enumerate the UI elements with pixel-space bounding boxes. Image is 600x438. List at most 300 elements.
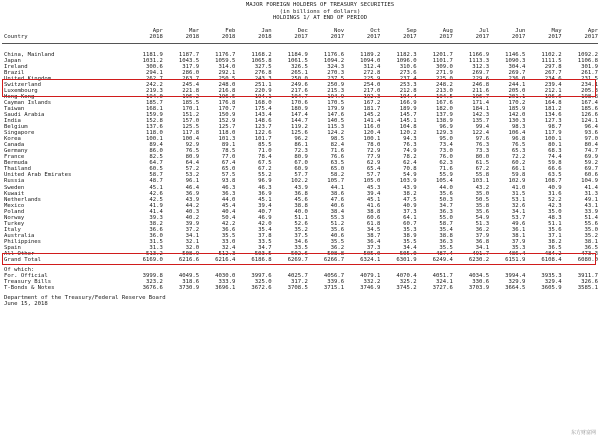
holding-value: 62.4 bbox=[403, 160, 417, 167]
holding-value: 57.2 bbox=[185, 166, 200, 173]
holding-value: 176.8 bbox=[218, 99, 236, 106]
holding-value: 170.6 bbox=[291, 99, 308, 106]
holding-value: 36.6 bbox=[149, 226, 163, 233]
holding-value: 45.6 bbox=[294, 196, 308, 203]
holding-value: 36.2 bbox=[475, 226, 490, 233]
holding-value: 3672.6 bbox=[251, 285, 272, 292]
holding-value: 48.3 bbox=[548, 214, 562, 221]
holding-value: 168.0 bbox=[254, 99, 272, 106]
holding-value: 74.4 bbox=[548, 154, 562, 161]
holding-value: 145.7 bbox=[399, 111, 417, 118]
holding-value: 50.5 bbox=[475, 196, 490, 203]
holding-value: 105.4 bbox=[436, 178, 453, 185]
year-header: 2018 bbox=[258, 34, 272, 40]
holding-value: 254.0 bbox=[363, 81, 381, 88]
holding-value: 170.2 bbox=[508, 99, 526, 106]
holding-value: 37.9 bbox=[511, 238, 526, 245]
holding-value: 31.6 bbox=[548, 190, 562, 197]
holding-value: 271.9 bbox=[436, 69, 453, 76]
holding-value: 6108.4 bbox=[541, 257, 562, 264]
holding-value: 43.9 bbox=[403, 184, 417, 191]
of-which-label: Of which: bbox=[4, 267, 35, 274]
holding-value: 135.7 bbox=[472, 118, 490, 125]
holding-value: 32.0 bbox=[185, 245, 200, 251]
holding-value: 196.5 bbox=[218, 93, 236, 100]
holding-value: 147.6 bbox=[327, 111, 345, 118]
holding-value: 505.0 bbox=[363, 251, 381, 258]
holding-value: 253.3 bbox=[399, 81, 417, 88]
watermark-logo: 东方财富网 bbox=[570, 430, 596, 436]
release-date: June 15, 2018 bbox=[4, 301, 48, 308]
holding-value: 32.1 bbox=[185, 238, 200, 245]
holding-value: 62.3 bbox=[439, 160, 453, 167]
holding-value: 43.2 bbox=[475, 184, 490, 191]
holding-value: 36.2 bbox=[330, 245, 345, 251]
holding-value: 508.8 bbox=[327, 251, 345, 258]
holding-value: 167.6 bbox=[436, 99, 453, 106]
holding-value: 44.1 bbox=[330, 184, 345, 191]
holding-value: 106.4 bbox=[508, 130, 526, 137]
country-name: Poland bbox=[4, 208, 25, 215]
year-header: 2017 bbox=[403, 34, 417, 40]
holding-value: 67.2 bbox=[258, 166, 272, 173]
holding-value: 71.6 bbox=[439, 166, 453, 173]
holding-value: 80.4 bbox=[584, 142, 598, 149]
holding-value: 217.0 bbox=[363, 87, 381, 94]
holding-value: 6266.7 bbox=[323, 257, 345, 264]
holding-value: 53.1 bbox=[511, 196, 526, 203]
holding-value: 6080.0 bbox=[577, 257, 598, 264]
holding-value: 45.1 bbox=[366, 196, 381, 203]
holding-value: 80.0 bbox=[475, 154, 490, 161]
holding-value: 4079.1 bbox=[360, 273, 381, 280]
holding-value: 3997.6 bbox=[251, 273, 272, 280]
holding-value: 50.3 bbox=[439, 196, 453, 203]
holding-value: 1168.2 bbox=[251, 51, 272, 58]
holding-value: 40.4 bbox=[221, 208, 236, 215]
holding-value: 35.6 bbox=[475, 208, 490, 215]
year-header: 2017 bbox=[475, 34, 490, 40]
holding-value: 36.4 bbox=[366, 238, 381, 245]
holding-value: 1189.2 bbox=[360, 51, 381, 58]
country-name: Kuwait bbox=[4, 190, 25, 197]
holding-value: 234.6 bbox=[544, 75, 562, 82]
holding-value: 63.5 bbox=[548, 172, 562, 179]
holding-value: 74.9 bbox=[403, 148, 417, 155]
holding-value: 40.0 bbox=[294, 208, 308, 215]
holding-value: 324.1 bbox=[436, 279, 453, 286]
holding-value: 70.8 bbox=[403, 166, 417, 173]
holding-value: 51.3 bbox=[475, 220, 490, 227]
holding-value: 138.9 bbox=[436, 118, 453, 125]
holding-value: 1043.5 bbox=[178, 57, 200, 64]
country-name: Taiwan bbox=[4, 105, 25, 112]
holding-value: 3708.5 bbox=[287, 285, 308, 292]
month-header: Nov bbox=[334, 27, 345, 34]
holding-value: 36.1 bbox=[511, 226, 526, 233]
holding-value: 317.9 bbox=[182, 63, 200, 70]
holding-value: 63.5 bbox=[330, 160, 345, 167]
holding-value: 4070.4 bbox=[396, 273, 417, 280]
holding-value: 35.0 bbox=[548, 208, 562, 215]
holding-value: 33.5 bbox=[294, 245, 308, 251]
holding-value: 36.5 bbox=[548, 245, 562, 251]
holding-value: 134.6 bbox=[544, 111, 562, 118]
holding-value: 35.2 bbox=[584, 232, 598, 239]
holding-value: 58.7 bbox=[439, 220, 453, 227]
holding-value: 1059.5 bbox=[215, 57, 236, 64]
country-name: Singapore bbox=[4, 130, 35, 137]
holding-value: 51.1 bbox=[294, 214, 308, 221]
holding-value: 123.7 bbox=[254, 124, 272, 131]
holding-value: 52.6 bbox=[294, 220, 308, 227]
holding-value: 55.8 bbox=[475, 172, 490, 179]
holding-value: 4051.7 bbox=[432, 273, 453, 280]
holding-value: 145.1 bbox=[399, 118, 417, 125]
country-name: Germany bbox=[4, 148, 28, 155]
holding-value: 36.5 bbox=[584, 245, 598, 251]
holding-value: 47.6 bbox=[330, 196, 345, 203]
holding-value: 194.7 bbox=[291, 93, 308, 100]
holding-value: 1146.5 bbox=[505, 51, 526, 58]
holding-value: 54.9 bbox=[403, 172, 417, 179]
holding-value: 69.9 bbox=[584, 154, 598, 161]
holding-value: 46.3 bbox=[221, 184, 236, 191]
country-name: India bbox=[4, 118, 21, 125]
report-subtitle-2: HOLDINGS 1/ AT END OF PERIOD bbox=[272, 15, 368, 21]
holding-value: 6301.9 bbox=[396, 257, 417, 264]
holding-value: 96.9 bbox=[439, 124, 453, 131]
holding-value: 32.4 bbox=[221, 245, 236, 251]
holding-value: 242.2 bbox=[146, 81, 163, 88]
holding-value: 129.3 bbox=[436, 130, 453, 137]
report-subtitle: (in billions of dollars) bbox=[279, 8, 361, 15]
holding-value: 38.2 bbox=[403, 190, 417, 197]
holding-value: 220.9 bbox=[254, 87, 272, 94]
holding-value: 198.8 bbox=[581, 93, 598, 100]
holding-value: 33.9 bbox=[584, 208, 598, 215]
holding-value: 46.9 bbox=[258, 214, 272, 221]
holding-value: 55.9 bbox=[439, 172, 453, 179]
holding-value: 175.4 bbox=[254, 105, 272, 112]
month-header: Jul bbox=[479, 27, 490, 34]
holding-value: 67.2 bbox=[475, 166, 490, 173]
holding-value: 78.0 bbox=[366, 142, 381, 149]
holding-value: 64.4 bbox=[185, 160, 200, 167]
holding-value: 38.9 bbox=[403, 232, 417, 239]
holding-value: 309.0 bbox=[436, 63, 453, 70]
holding-value: 41.6 bbox=[366, 202, 381, 209]
holding-value: 194.4 bbox=[399, 93, 417, 100]
holding-value: 326.6 bbox=[581, 279, 598, 286]
holding-value: 37.9 bbox=[475, 232, 490, 239]
holding-value: 35.5 bbox=[439, 245, 453, 251]
holding-value: 152.8 bbox=[146, 118, 163, 125]
country-name: Luxembourg bbox=[4, 87, 38, 94]
holding-value: 194.0 bbox=[146, 93, 163, 100]
holding-value: 35.6 bbox=[548, 226, 562, 233]
country-name: Grand Total bbox=[4, 257, 42, 264]
holding-value: 98.3 bbox=[511, 124, 526, 131]
holding-value: 248.0 bbox=[218, 81, 236, 88]
holding-value: 164.8 bbox=[544, 99, 562, 106]
holding-value: 3935.3 bbox=[541, 273, 562, 280]
holding-value: 179.9 bbox=[327, 105, 345, 112]
month-header: Apr bbox=[152, 27, 163, 34]
holding-value: 41.4 bbox=[584, 184, 598, 191]
holding-value: 76.0 bbox=[439, 154, 453, 161]
holding-value: 65.0 bbox=[221, 166, 236, 173]
holding-value: 194.9 bbox=[327, 93, 345, 100]
holding-value: 94.3 bbox=[403, 136, 417, 143]
holding-value: 47.5 bbox=[403, 196, 417, 203]
holding-value: 34.7 bbox=[439, 202, 453, 209]
holding-value: 250.0 bbox=[291, 75, 308, 82]
holding-value: 58.2 bbox=[330, 172, 345, 179]
holding-value: 487.4 bbox=[436, 251, 453, 258]
holding-value: 219.3 bbox=[146, 87, 163, 94]
holding-value: 1187.7 bbox=[178, 51, 200, 58]
holding-value: 310.6 bbox=[399, 63, 417, 70]
country-name: Switzerland bbox=[4, 81, 42, 88]
holding-value: 125.5 bbox=[182, 124, 200, 131]
holding-value: 37.5 bbox=[294, 232, 308, 239]
holding-value: 250.9 bbox=[327, 81, 345, 88]
country-name: Norway bbox=[4, 214, 25, 221]
country-name: T-Bonds & Notes bbox=[4, 285, 55, 292]
holding-value: 36.8 bbox=[294, 190, 308, 197]
holding-value: 262.7 bbox=[146, 75, 163, 82]
holding-value: 201.1 bbox=[508, 93, 526, 100]
holding-value: 66.6 bbox=[548, 166, 562, 173]
holding-value: 35.3 bbox=[403, 226, 417, 233]
holding-value: 144.7 bbox=[291, 118, 308, 125]
holding-value: 31.5 bbox=[149, 238, 163, 245]
holding-value: 34.1 bbox=[511, 208, 526, 215]
holding-value: 66.1 bbox=[511, 166, 526, 173]
holding-value: 43.9 bbox=[185, 196, 200, 203]
holding-value: 272.8 bbox=[363, 69, 381, 76]
holding-value: 35.8 bbox=[475, 202, 490, 209]
holding-value: 72.9 bbox=[366, 148, 381, 155]
holding-value: 124.1 bbox=[581, 118, 598, 125]
holding-value: 261.7 bbox=[581, 69, 598, 76]
holding-value: 55.3 bbox=[330, 214, 345, 221]
holding-value: 1181.9 bbox=[142, 51, 163, 58]
holding-value: 60.6 bbox=[366, 214, 381, 221]
holding-value: 325.2 bbox=[399, 279, 417, 286]
holding-value: 57.7 bbox=[294, 172, 308, 179]
holding-value: 78.5 bbox=[221, 148, 236, 155]
holding-value: 229.6 bbox=[472, 75, 490, 82]
holding-value: 34.6 bbox=[294, 238, 308, 245]
holding-value: 76.5 bbox=[185, 148, 200, 155]
holding-value: 508.9 bbox=[182, 251, 200, 258]
month-header: Sep bbox=[406, 27, 417, 34]
holding-value: 120.4 bbox=[363, 130, 381, 137]
holding-value: 80.9 bbox=[294, 154, 308, 161]
holding-value: 292.1 bbox=[218, 69, 236, 76]
holding-value: 100.4 bbox=[182, 136, 200, 143]
holding-value: 249.6 bbox=[291, 81, 308, 88]
holding-value: 3911.7 bbox=[577, 273, 598, 280]
holding-value: 1102.2 bbox=[541, 51, 562, 58]
holding-value: 166.9 bbox=[399, 99, 417, 106]
holding-value: 3727.6 bbox=[432, 285, 453, 292]
holding-value: 35.4 bbox=[258, 226, 272, 233]
holding-value: 35.5 bbox=[221, 232, 236, 239]
holding-value: 6216.6 bbox=[178, 257, 200, 264]
holding-value: 1111.5 bbox=[541, 57, 562, 64]
holding-value: 36.8 bbox=[475, 238, 490, 245]
holding-value: 71.6 bbox=[330, 148, 345, 155]
holding-value: 76.3 bbox=[475, 142, 490, 149]
holding-value: 157.0 bbox=[182, 118, 200, 125]
holding-value: 40.2 bbox=[185, 214, 200, 221]
holding-value: 115.3 bbox=[327, 124, 345, 131]
holding-value: 127.3 bbox=[544, 118, 562, 125]
year-header: 2017 bbox=[366, 34, 381, 40]
holding-value: 286.0 bbox=[182, 69, 200, 76]
holding-value: 42.6 bbox=[149, 190, 163, 197]
holding-value: 80.9 bbox=[185, 154, 200, 161]
holding-value: 212.8 bbox=[399, 87, 417, 94]
holding-value: 221.8 bbox=[182, 87, 200, 94]
holding-value: 1176.6 bbox=[323, 51, 345, 58]
holding-value: 301.9 bbox=[581, 63, 598, 70]
holding-value: 185.5 bbox=[182, 99, 200, 106]
holding-value: 103.1 bbox=[472, 178, 490, 185]
holding-value: 92.9 bbox=[185, 142, 200, 149]
holding-value: 263.7 bbox=[182, 75, 200, 82]
holding-value: 38.2 bbox=[149, 220, 163, 227]
holding-value: 55.0 bbox=[439, 214, 453, 221]
holding-value: 96.4 bbox=[584, 124, 598, 131]
holding-value: 185.6 bbox=[581, 105, 598, 112]
holding-value: 32.6 bbox=[511, 202, 526, 209]
holding-value: 46.3 bbox=[258, 184, 272, 191]
holding-value: 42.0 bbox=[258, 220, 272, 227]
holding-value: 35.0 bbox=[584, 226, 598, 233]
holding-value: 147.4 bbox=[291, 111, 308, 118]
holding-value: 40.6 bbox=[330, 202, 345, 209]
holding-value: 34.4 bbox=[403, 245, 417, 251]
holding-value: 73.4 bbox=[439, 142, 453, 149]
report-title: MAJOR FOREIGN HOLDERS OF TREASURY SECURITIES bbox=[245, 2, 395, 8]
holding-value: 323.2 bbox=[146, 279, 163, 286]
holding-value: 60.2 bbox=[511, 160, 526, 167]
holding-value: 55.6 bbox=[584, 220, 598, 227]
country-name: Cayman Islands bbox=[4, 99, 52, 106]
holding-value: 513.2 bbox=[146, 251, 163, 258]
holding-value: 41.4 bbox=[149, 208, 163, 215]
holding-value: 276.8 bbox=[254, 69, 272, 76]
holding-value: 185.9 bbox=[508, 105, 526, 112]
holding-value: 60.5 bbox=[149, 166, 163, 173]
holding-value: 150.9 bbox=[218, 111, 236, 118]
holding-value: 170.1 bbox=[182, 105, 200, 112]
holding-value: 142.3 bbox=[472, 111, 490, 118]
holding-value: 42.2 bbox=[221, 220, 236, 227]
holding-value: 3999.8 bbox=[142, 273, 163, 280]
holding-value: 184.1 bbox=[472, 105, 490, 112]
holding-value: 104.9 bbox=[581, 178, 598, 185]
holding-value: 64.1 bbox=[403, 214, 417, 221]
holding-value: 104.8 bbox=[399, 124, 417, 131]
holding-value: 37.2 bbox=[185, 226, 200, 233]
holding-value: 40.9 bbox=[403, 202, 417, 209]
holding-value: 57.5 bbox=[221, 172, 236, 179]
holding-value: 48.7 bbox=[149, 178, 163, 185]
country-name: Bermuda bbox=[4, 160, 28, 167]
holding-value: 37.1 bbox=[548, 232, 562, 239]
holding-value: 96.2 bbox=[294, 136, 308, 143]
holding-value: 38.8 bbox=[439, 232, 453, 239]
holding-value: 1113.3 bbox=[468, 57, 490, 64]
holding-value: 40.3 bbox=[185, 208, 200, 215]
holding-value: 35.3 bbox=[511, 245, 526, 251]
holding-value: 102.9 bbox=[508, 178, 526, 185]
holding-value: 117.9 bbox=[544, 130, 562, 137]
holding-value: 31.3 bbox=[584, 190, 598, 197]
year-header: 2017 bbox=[294, 34, 308, 40]
holding-value: 116.0 bbox=[363, 124, 381, 131]
holding-value: 304.4 bbox=[508, 63, 526, 70]
holding-value: 6230.2 bbox=[468, 257, 490, 264]
holding-value: 36.3 bbox=[439, 208, 453, 215]
holding-value: 243.3 bbox=[254, 75, 272, 82]
holding-value: 6151.9 bbox=[505, 257, 526, 264]
holding-value: 267.7 bbox=[544, 69, 562, 76]
holding-value: 49.1 bbox=[584, 196, 598, 203]
holding-value: 43.9 bbox=[294, 184, 308, 191]
holding-value: 167.4 bbox=[581, 99, 598, 106]
holding-value: 41.9 bbox=[149, 202, 163, 209]
country-name: Korea bbox=[4, 136, 21, 143]
holding-value: 43.1 bbox=[584, 202, 598, 209]
holding-value: 251.1 bbox=[254, 81, 272, 88]
holding-value: 39.3 bbox=[149, 214, 163, 221]
holding-value: 101.7 bbox=[254, 136, 272, 143]
holding-value: 35.5 bbox=[330, 238, 345, 245]
month-header: Jun bbox=[515, 27, 526, 34]
holding-value: 270.3 bbox=[327, 69, 345, 76]
month-header: Jan bbox=[261, 27, 272, 34]
month-header: Apr bbox=[587, 27, 598, 34]
holding-value: 205.0 bbox=[508, 87, 526, 94]
holding-value: 130.3 bbox=[508, 118, 526, 125]
holding-value: 3696.1 bbox=[215, 285, 236, 292]
holding-value: 59.2 bbox=[584, 160, 598, 167]
holding-value: 269.7 bbox=[472, 69, 490, 76]
country-name: Mexico bbox=[4, 202, 25, 209]
holding-value: 225.9 bbox=[363, 75, 381, 82]
holding-value: 35.2 bbox=[294, 226, 308, 233]
holding-value: 1092.2 bbox=[577, 51, 598, 58]
holdings-header-table bbox=[0, 28, 600, 41]
holding-value: 273.6 bbox=[399, 69, 417, 76]
holding-value: 52.2 bbox=[548, 196, 562, 203]
holding-value: 34.7 bbox=[258, 245, 272, 251]
holding-value: 68.3 bbox=[548, 148, 562, 155]
holding-value: 181.2 bbox=[544, 105, 562, 112]
holding-value: 67.5 bbox=[258, 160, 272, 167]
holding-value: 265.1 bbox=[291, 69, 308, 76]
holding-value: 505.0 bbox=[399, 251, 417, 258]
holding-value: 1096.0 bbox=[396, 57, 417, 64]
holding-value: 297.8 bbox=[544, 63, 562, 70]
holding-value: 72.3 bbox=[294, 148, 308, 155]
